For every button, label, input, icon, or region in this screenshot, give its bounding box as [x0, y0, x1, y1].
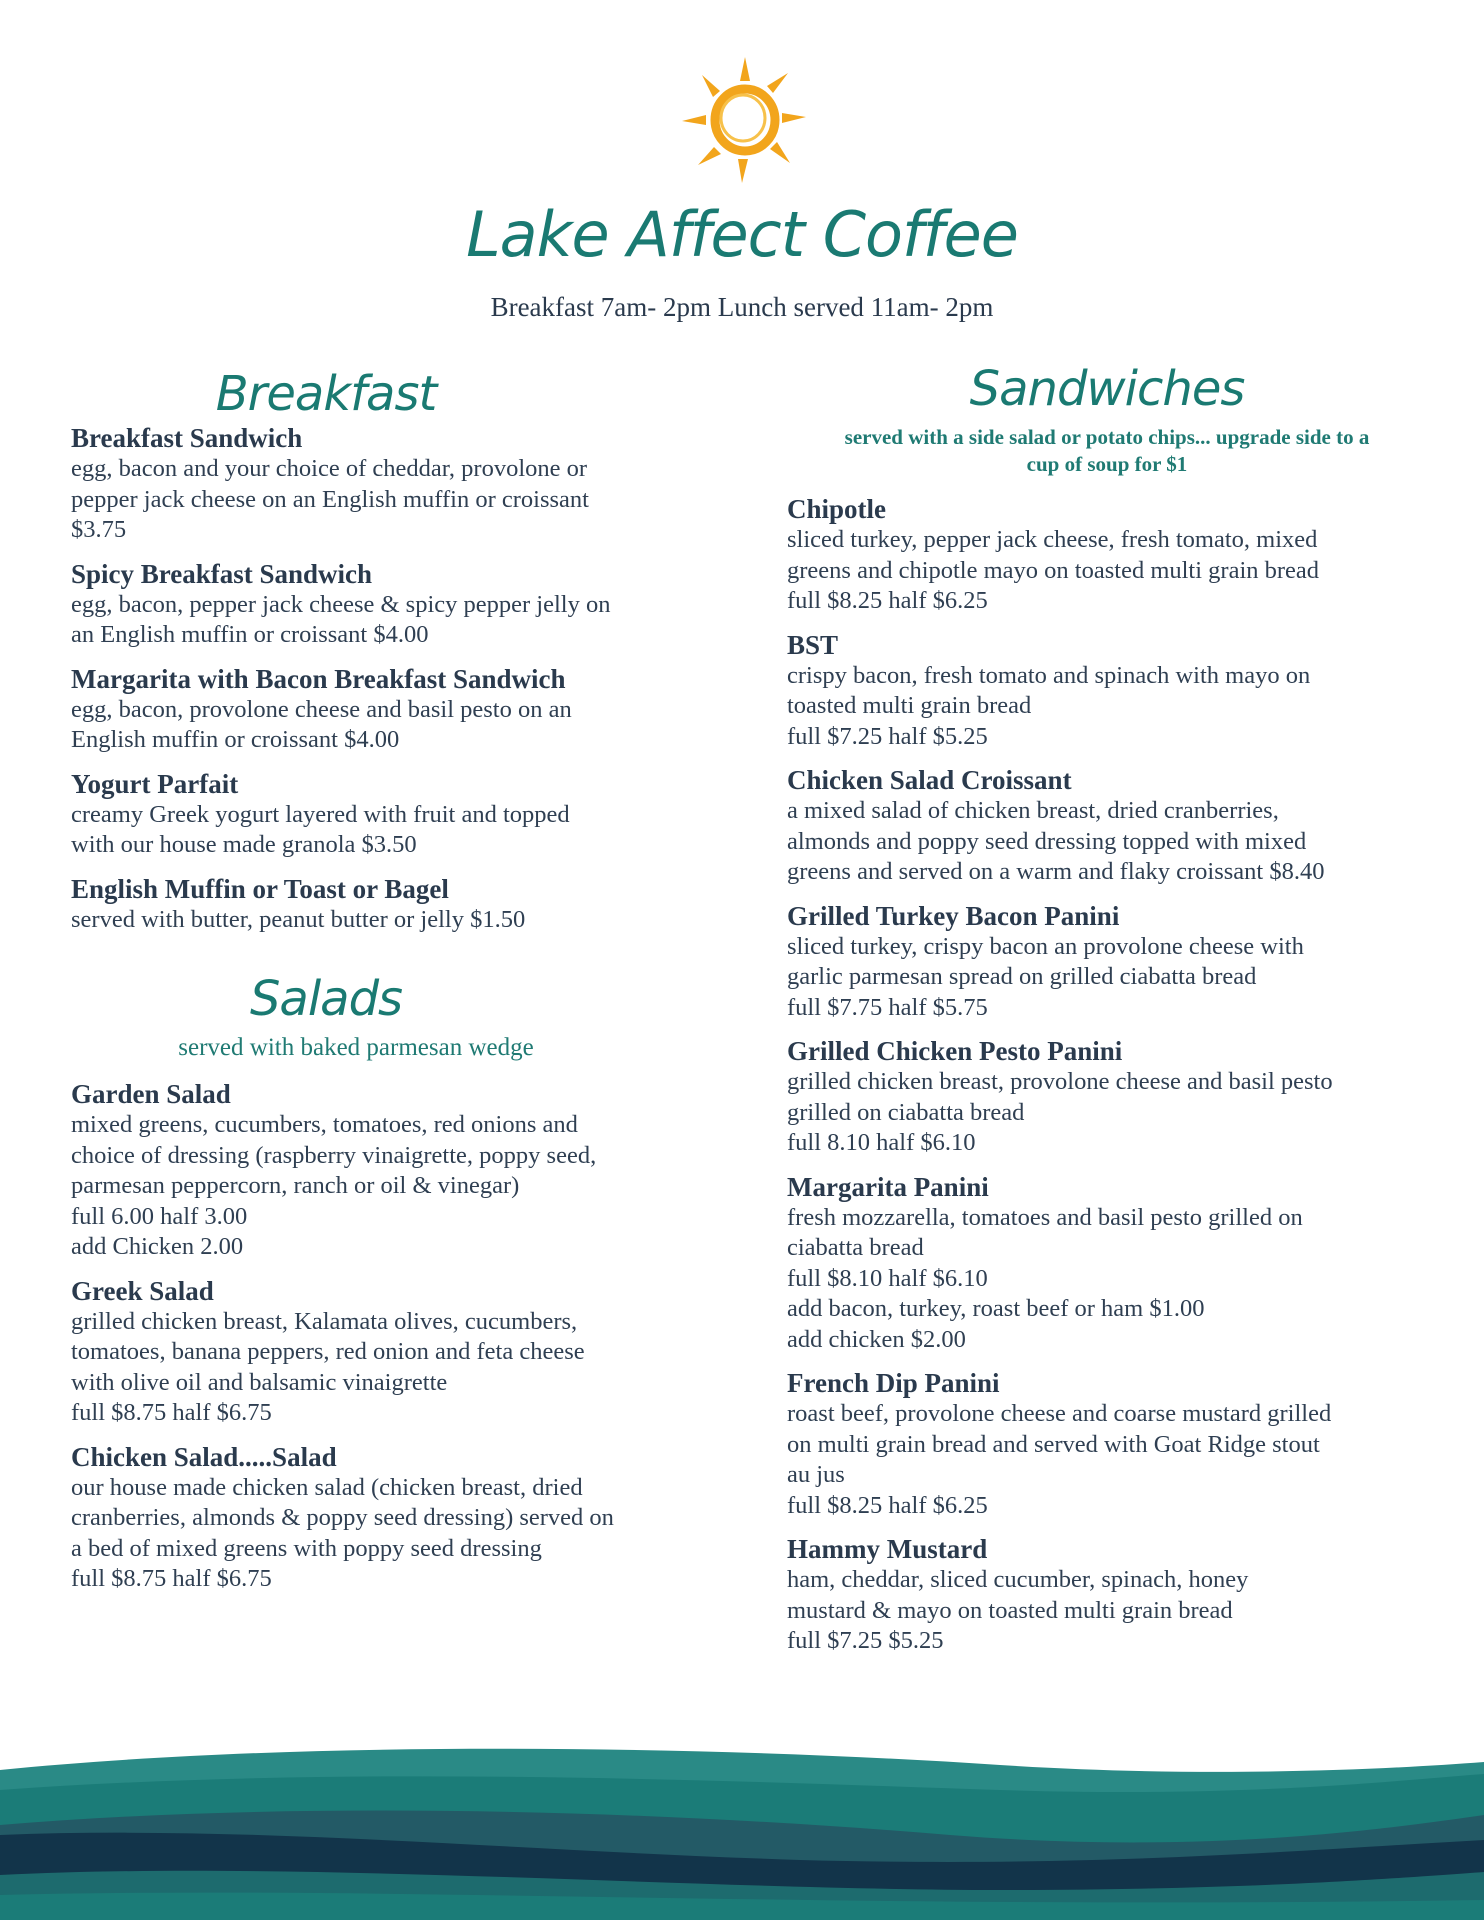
menu-item — [787, 630, 1427, 753]
menu-item-name: Margarita Panini — [787, 1171, 989, 1202]
menu-item-description: pepper jack cheese on an English muffin or croissant — [71, 485, 589, 513]
menu-item — [71, 423, 701, 546]
menu-item-description: grilled chicken breast, Kalamata olives, cucumbers, — [71, 1307, 578, 1335]
menu-item-description: egg, bacon, pepper jack cheese & spicy pepper jelly on — [71, 590, 611, 618]
decorative-waves — [0, 1740, 1484, 1920]
opening-hours: Breakfast 7am- 2pm Lunch served 11am- 2pm — [490, 292, 994, 322]
sandwiches-section-title: Sandwiches — [969, 361, 1245, 417]
menu-item — [71, 874, 701, 936]
menu-item-description: with our house made granola $3.50 — [71, 831, 417, 858]
menu-item — [71, 559, 701, 651]
menu-item-name: Chipotle — [787, 494, 887, 524]
menu-item — [787, 1534, 1427, 1657]
menu-item-description: full $8.25 half $6.25 — [787, 587, 988, 614]
menu-item-description: full $7.75 half $5.75 — [787, 993, 988, 1021]
menu-item-description: egg, bacon and your choice of cheddar, provolone or — [71, 455, 588, 482]
menu-item — [787, 1368, 1427, 1521]
menu-item-name: Breakfast Sandwich — [71, 423, 303, 453]
menu-item-description: add Chicken 2.00 — [71, 1233, 244, 1260]
menu-item-description: grilled on ciabatta bread — [787, 1098, 1025, 1126]
page-title: Lake Affect Coffee — [466, 198, 1018, 271]
menu-item — [787, 901, 1427, 1024]
menu-item-description: full $7.25 $5.25 — [787, 1627, 944, 1654]
menu-item-name: Chicken Salad.....Salad — [71, 1441, 337, 1472]
menu-item-name: Greek Salad — [71, 1275, 214, 1306]
menu-item-description: full $8.10 half $6.10 — [787, 1264, 988, 1292]
menu-item-description: a mixed salad of chicken breast, dried cranberries, — [787, 797, 1279, 824]
menu-item-name: Chicken Salad Croissant — [787, 765, 1072, 795]
menu-item-description: with olive oil and balsamic vinaigrette — [71, 1368, 448, 1396]
menu-item — [71, 1079, 701, 1263]
menu-item-description: on multi grain bread and served with Goat Ridge stout — [787, 1430, 1320, 1458]
menu-item-description: grilled chicken breast, provolone cheese and basil pesto — [787, 1068, 1333, 1095]
left-column — [71, 365, 701, 1608]
right-column — [787, 360, 1427, 1670]
menu-item — [787, 494, 1427, 617]
menu-item-description: creamy Greek yogurt layered with fruit and topped — [71, 800, 570, 828]
menu-item-description: au jus — [787, 1461, 845, 1488]
menu-item-description: full $7.25 half $5.25 — [787, 722, 988, 750]
sandwiches-note-line2: cup of soup for $1 — [1026, 452, 1188, 476]
menu-item-description: full $8.75 half $6.75 — [71, 1565, 272, 1592]
menu-item-description: full $8.25 half $6.25 — [787, 1491, 988, 1519]
menu-item-description: sliced turkey, pepper jack cheese, fresh tomato, mixed — [787, 526, 1318, 553]
menu-item-name: Garden Salad — [71, 1079, 231, 1109]
menu-item-name: Margarita with Bacon Breakfast Sandwich — [71, 663, 566, 694]
menu-item-description: add bacon, turkey, roast beef or ham $1.00 — [787, 1295, 1205, 1322]
menu-item-description: full 6.00 half 3.00 — [71, 1202, 248, 1230]
menu-item-description: ham, cheddar, sliced cucumber, spinach, honey — [787, 1566, 1249, 1593]
menu-item-name: Grilled Chicken Pesto Panini — [787, 1036, 1123, 1066]
salads-note: served with baked parmesan wedge — [178, 1034, 534, 1061]
menu-item — [71, 664, 701, 756]
menu-item-description: sliced turkey, crispy bacon an provolone cheese with — [787, 932, 1304, 960]
breakfast-items — [71, 423, 701, 935]
menu-item-description: choice of dressing (raspberry vinaigrette, poppy seed, — [71, 1141, 597, 1169]
menu-item-description: greens and served on a warm and flaky croissant $8.40 — [787, 858, 1325, 885]
menu-item-description: egg, bacon, provolone cheese and basil pesto on an — [71, 695, 572, 723]
menu-item-description: a bed of mixed greens with poppy seed dressing — [71, 1534, 542, 1562]
salads-section-title: Salads — [249, 971, 403, 1027]
menu-item — [71, 1442, 701, 1595]
menu-item-description: tomatoes, banana peppers, red onion and feta cheese — [71, 1338, 585, 1365]
menu-item-description: our house made chicken salad (chicken breast, dried — [71, 1473, 583, 1501]
menu-item — [787, 1036, 1427, 1159]
menu-item-description: toasted multi grain bread — [787, 692, 1032, 719]
menu-item — [787, 1172, 1427, 1356]
menu-item-description: full $8.75 half $6.75 — [71, 1399, 272, 1426]
menu-item-description: almonds and poppy seed dressing topped with mixed — [787, 827, 1307, 855]
menu-item-name: French Dip Panini — [787, 1368, 1000, 1398]
salads-items — [71, 1079, 701, 1595]
sandwiches-note — [787, 424, 1427, 478]
menu-item-description: mixed greens, cucumbers, tomatoes, red onions and — [71, 1111, 578, 1138]
menu-item-name: English Muffin or Toast or Bagel — [71, 873, 449, 904]
menu-item-description: fresh mozzarella, tomatoes and basil pesto grilled on — [787, 1203, 1303, 1231]
menu-item-description: mustard & mayo on toasted multi grain bread — [787, 1596, 1233, 1624]
menu-item-name: BST — [787, 629, 839, 660]
menu-item-name: Hammy Mustard — [787, 1534, 988, 1564]
menu-item-name: Grilled Turkey Bacon Panini — [787, 900, 1120, 931]
menu-item-name: Yogurt Parfait — [71, 768, 239, 799]
menu-item-description: greens and chipotle mayo on toasted multi grain bread — [787, 556, 1320, 584]
menu-item — [71, 1276, 701, 1429]
menu-item-description: crispy bacon, fresh tomato and spinach with mayo on — [787, 661, 1311, 689]
menu-item-description: garlic parmesan spread on grilled ciabatta bread — [787, 963, 1257, 990]
menu-item-description: full 8.10 half $6.10 — [787, 1129, 976, 1156]
menu-item-description: parmesan peppercorn, ranch or oil & vinegar) — [71, 1172, 520, 1199]
menu-item — [787, 765, 1427, 888]
menu-item-description: cranberries, almonds & poppy seed dressing) served on — [71, 1504, 614, 1531]
sandwiches-note-line1: served with a side salad or potato chips... upgrade side to a — [844, 425, 1370, 449]
sandwiches-items — [787, 494, 1427, 1657]
breakfast-section-title: Breakfast — [215, 366, 437, 422]
menu-item-description: served with butter, peanut butter or jelly $1.50 — [71, 905, 526, 933]
sun-logo-icon — [680, 55, 810, 185]
menu-item-name: Spicy Breakfast Sandwich — [71, 558, 373, 589]
menu-item-description: roast beef, provolone cheese and coarse mustard grilled — [787, 1400, 1332, 1427]
menu-item — [71, 769, 701, 861]
menu-item-description: $3.75 — [71, 516, 127, 543]
menu-item-description: English muffin or croissant $4.00 — [71, 726, 400, 753]
menu-item-description: add chicken $2.00 — [787, 1325, 966, 1353]
menu-item-description: ciabatta bread — [787, 1234, 924, 1261]
menu-item-description: an English muffin or croissant $4.00 — [71, 621, 429, 648]
